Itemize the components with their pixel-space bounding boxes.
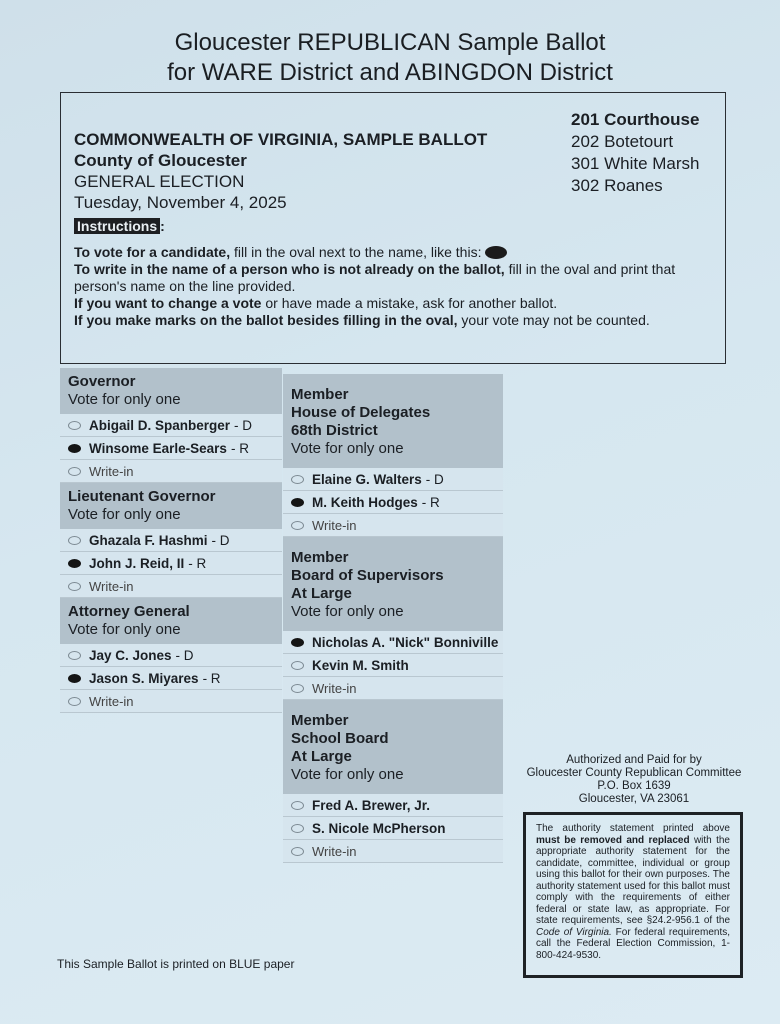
precinct-item: 201 Courthouse xyxy=(571,110,700,129)
candidate-oval[interactable] xyxy=(68,651,81,660)
ballot-title xyxy=(0,28,780,88)
candidate-oval-filled[interactable] xyxy=(68,559,81,568)
office-name: Lieutenant Governor xyxy=(68,488,216,505)
race-header-board-of-supervisors: Member Board of Supervisors At Large Vote for only one xyxy=(283,537,503,631)
instruction-write-in: To write in the name of a person who is not already on the ballot, fill in the oval and print that person's name on the line provided. xyxy=(74,261,676,294)
instruction-marks: If you make marks on the ballot besides filling in the oval, your vote may not be counted. xyxy=(74,312,650,328)
authorized-paid-statement: Authorized and Paid for by Gloucester County Republican Committee P.O. Box 1639 Gloucester, VA 23061 xyxy=(526,754,742,805)
instruction-change: If you want to change a vote or have made a mistake, ask for another ballot. xyxy=(74,295,558,311)
candidate-row[interactable]: S. Nicole McPherson xyxy=(283,817,503,840)
race-header-attorney-general xyxy=(60,598,282,644)
candidate-row[interactable]: Kevin M. Smith xyxy=(283,654,503,677)
write-in-oval[interactable] xyxy=(68,582,81,591)
vote-for-only-one: Vote for only one xyxy=(291,603,404,620)
county-heading: County of Gloucester xyxy=(74,151,247,170)
ballot-column-right xyxy=(283,374,503,863)
election-date: Tuesday, November 4, 2025 xyxy=(74,193,287,212)
candidate-row[interactable]: Jay C. Jones - D xyxy=(60,644,282,667)
candidate-oval-filled[interactable] xyxy=(68,444,81,453)
race-header-governor xyxy=(60,368,282,414)
candidate-row[interactable]: Fred A. Brewer, Jr. xyxy=(283,794,503,817)
authority-notice-box: The authority statement printed above must be removed and replaced with the appropriate authority statement for the candidate, committee, individual or group using this ballot for their own purposes. The authority statement used for this ballot must comply with the requirements of either federal or state law, as appropriate. For state requirements, see §24.2-956.1 of the Code of Virginia. For federal requirements, call the Federal Election Commission, 1-800-424-9530. xyxy=(523,812,743,978)
vote-for-only-one: Vote for only one xyxy=(68,391,181,408)
filled-oval-icon xyxy=(485,246,507,259)
office-name: Attorney General xyxy=(68,603,190,620)
vote-for-only-one: Vote for only one xyxy=(68,506,181,523)
ballot-info-box xyxy=(60,92,726,364)
candidate-oval-filled[interactable] xyxy=(291,638,304,647)
candidate-row[interactable]: M. Keith Hodges - R xyxy=(283,491,503,514)
write-in-row[interactable]: Write-in xyxy=(283,514,503,537)
candidate-row[interactable]: Nicholas A. "Nick" Bonniville xyxy=(283,631,503,654)
candidate-row[interactable]: Jason S. Miyares - R xyxy=(60,667,282,690)
instructions-label: Instructions : xyxy=(74,217,165,235)
vote-for-only-one: Vote for only one xyxy=(291,440,404,457)
ballot-header xyxy=(74,129,487,213)
write-in-oval[interactable] xyxy=(291,684,304,693)
write-in-oval[interactable] xyxy=(291,847,304,856)
write-in-oval[interactable] xyxy=(68,467,81,476)
office-name: Governor xyxy=(68,373,136,390)
race-header-house-of-delegates: Member House of Delegates 68th District Vote for only one xyxy=(283,374,503,468)
election-type: GENERAL ELECTION xyxy=(74,172,245,191)
candidate-row[interactable]: John J. Reid, II - R xyxy=(60,552,282,575)
instructions-tag: Instructions xyxy=(74,218,160,234)
commonwealth-heading: COMMONWEALTH OF VIRGINIA, SAMPLE BALLOT xyxy=(74,130,488,149)
instructions-text xyxy=(74,244,714,329)
write-in-row[interactable]: Write-in xyxy=(283,677,503,700)
precinct-item: 301 White Marsh xyxy=(571,154,700,173)
race-header-school-board: Member School Board At Large Vote for only one xyxy=(283,700,503,794)
write-in-row[interactable]: Write-in xyxy=(60,575,282,598)
race-header-lieutenant-governor xyxy=(60,483,282,529)
ballot-title-line2: for WARE District and ABINGDON District xyxy=(167,59,613,86)
candidate-oval[interactable] xyxy=(291,801,304,810)
candidate-row[interactable]: Ghazala F. Hashmi - D xyxy=(60,529,282,552)
candidate-oval[interactable] xyxy=(68,536,81,545)
vote-for-only-one: Vote for only one xyxy=(291,766,404,783)
candidate-oval-filled[interactable] xyxy=(68,674,81,683)
precinct-item: 302 Roanes xyxy=(571,176,663,195)
candidate-row[interactable]: Abigail D. Spanberger - D xyxy=(60,414,282,437)
write-in-row[interactable]: Write-in xyxy=(60,460,282,483)
instruction-vote: To vote for a candidate, fill in the oval next to the name, like this: xyxy=(74,244,714,261)
candidate-oval[interactable] xyxy=(291,475,304,484)
paper-color-note: This Sample Ballot is printed on BLUE paper xyxy=(57,957,295,971)
candidate-oval-filled[interactable] xyxy=(291,498,304,507)
write-in-row[interactable]: Write-in xyxy=(60,690,282,713)
candidate-row[interactable]: Winsome Earle-Sears - R xyxy=(60,437,282,460)
candidate-row[interactable]: Elaine G. Walters - D xyxy=(283,468,503,491)
write-in-oval[interactable] xyxy=(68,697,81,706)
precinct-item: 202 Botetourt xyxy=(571,132,674,151)
candidate-oval[interactable] xyxy=(291,661,304,670)
candidate-oval[interactable] xyxy=(291,824,304,833)
candidate-oval[interactable] xyxy=(68,421,81,430)
ballot-column-left xyxy=(60,368,282,713)
precinct-list xyxy=(571,109,700,197)
ballot-title-line1: Gloucester REPUBLICAN Sample Ballot xyxy=(174,29,606,56)
write-in-oval[interactable] xyxy=(291,521,304,530)
write-in-row[interactable]: Write-in xyxy=(283,840,503,863)
vote-for-only-one: Vote for only one xyxy=(68,621,181,638)
